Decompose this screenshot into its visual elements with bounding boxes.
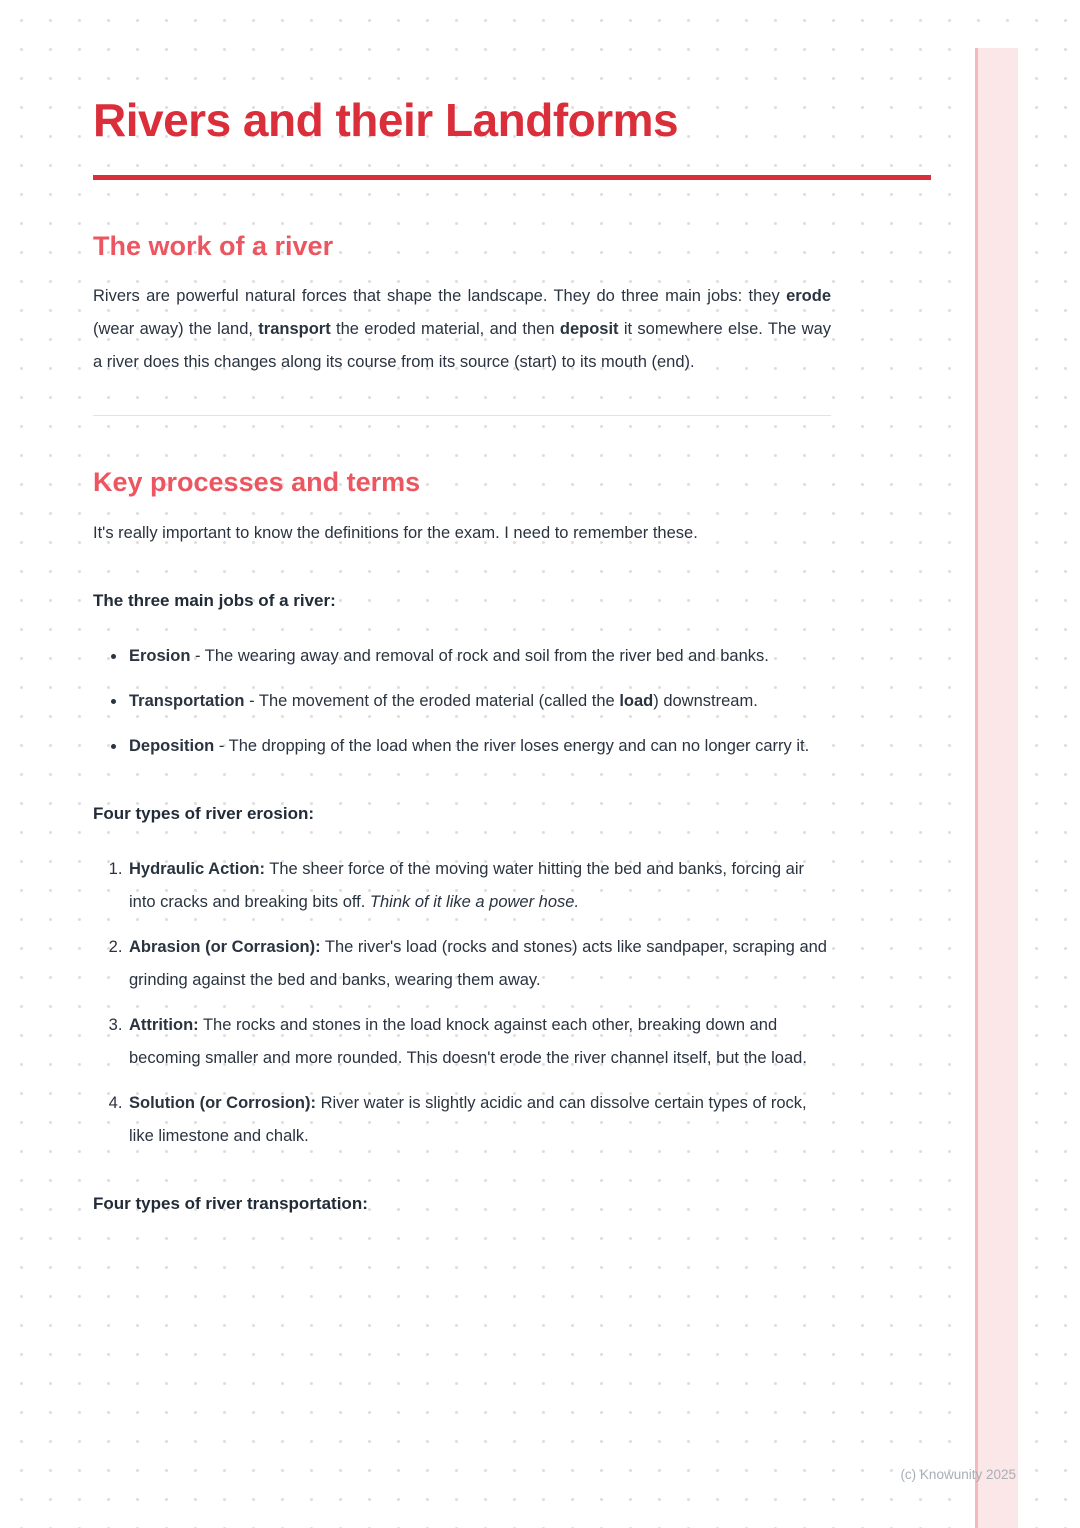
key-processes-intro: It's really important to know the definitions for the exam. I need to remember these. bbox=[93, 523, 698, 542]
section-divider bbox=[93, 415, 831, 416]
section-heading-key-processes: Key processes and terms bbox=[93, 467, 421, 498]
erosion-types-numbered-list bbox=[93, 853, 831, 1153]
list-item-deposition: • Deposition - The dropping of the load when the river loses energy and can no longer carry it. bbox=[127, 730, 831, 763]
list-item-erosion: • Erosion - The wearing away and removal of rock and soil from the river bed and banks. bbox=[127, 640, 831, 673]
title-divider-rule bbox=[93, 175, 931, 180]
work-of-a-river-paragraph: Rivers are powerful natural forces that shape the landscape. They do three main jobs: they erode (wear away) the land, transport the eroded material, and then deposit it somewhere else. The way a river does this changes along its course from its source (start) to its mouth (end). bbox=[93, 287, 832, 372]
list-item-attrition: 3. Attrition: The rocks and stones in the load knock against each other, breaking down and becoming smaller and more rounded. This doesn't erode the river channel itself, but the load. bbox=[127, 1009, 831, 1075]
right-margin-stripe bbox=[975, 48, 1018, 1528]
page-title: Rivers and their Landforms bbox=[93, 94, 679, 146]
subheading-four-types-erosion: Four types of river erosion: bbox=[93, 803, 315, 823]
copyright-note: (c) Knowunity 2025 bbox=[900, 1467, 1016, 1482]
list-item-transportation: • Transportation - The movement of the eroded material (called the load) downstream. bbox=[127, 685, 831, 718]
document-content bbox=[93, 94, 831, 1221]
list-item-solution: 4. Solution (or Corrosion): River water is slightly acidic and can dissolve certain types of rock, like limestone and chalk. bbox=[127, 1087, 831, 1153]
jobs-bullet-list bbox=[93, 640, 831, 763]
section-heading-work-of-a-river: The work of a river bbox=[93, 230, 334, 261]
subheading-four-types-transportation: Four types of river transportation: bbox=[93, 1193, 368, 1213]
list-item-abrasion: 2. Abrasion (or Corrasion): The river's load (rocks and stones) acts like sandpaper, scraping and grinding against the bed and banks, wearing them away. bbox=[127, 931, 831, 997]
list-item-hydraulic-action: 1. Hydraulic Action: The sheer force of the moving water hitting the bed and banks, forcing air into cracks and breaking bits off. Think of it like a power hose. bbox=[127, 853, 831, 919]
subheading-three-main-jobs: The three main jobs of a river: bbox=[93, 590, 336, 610]
